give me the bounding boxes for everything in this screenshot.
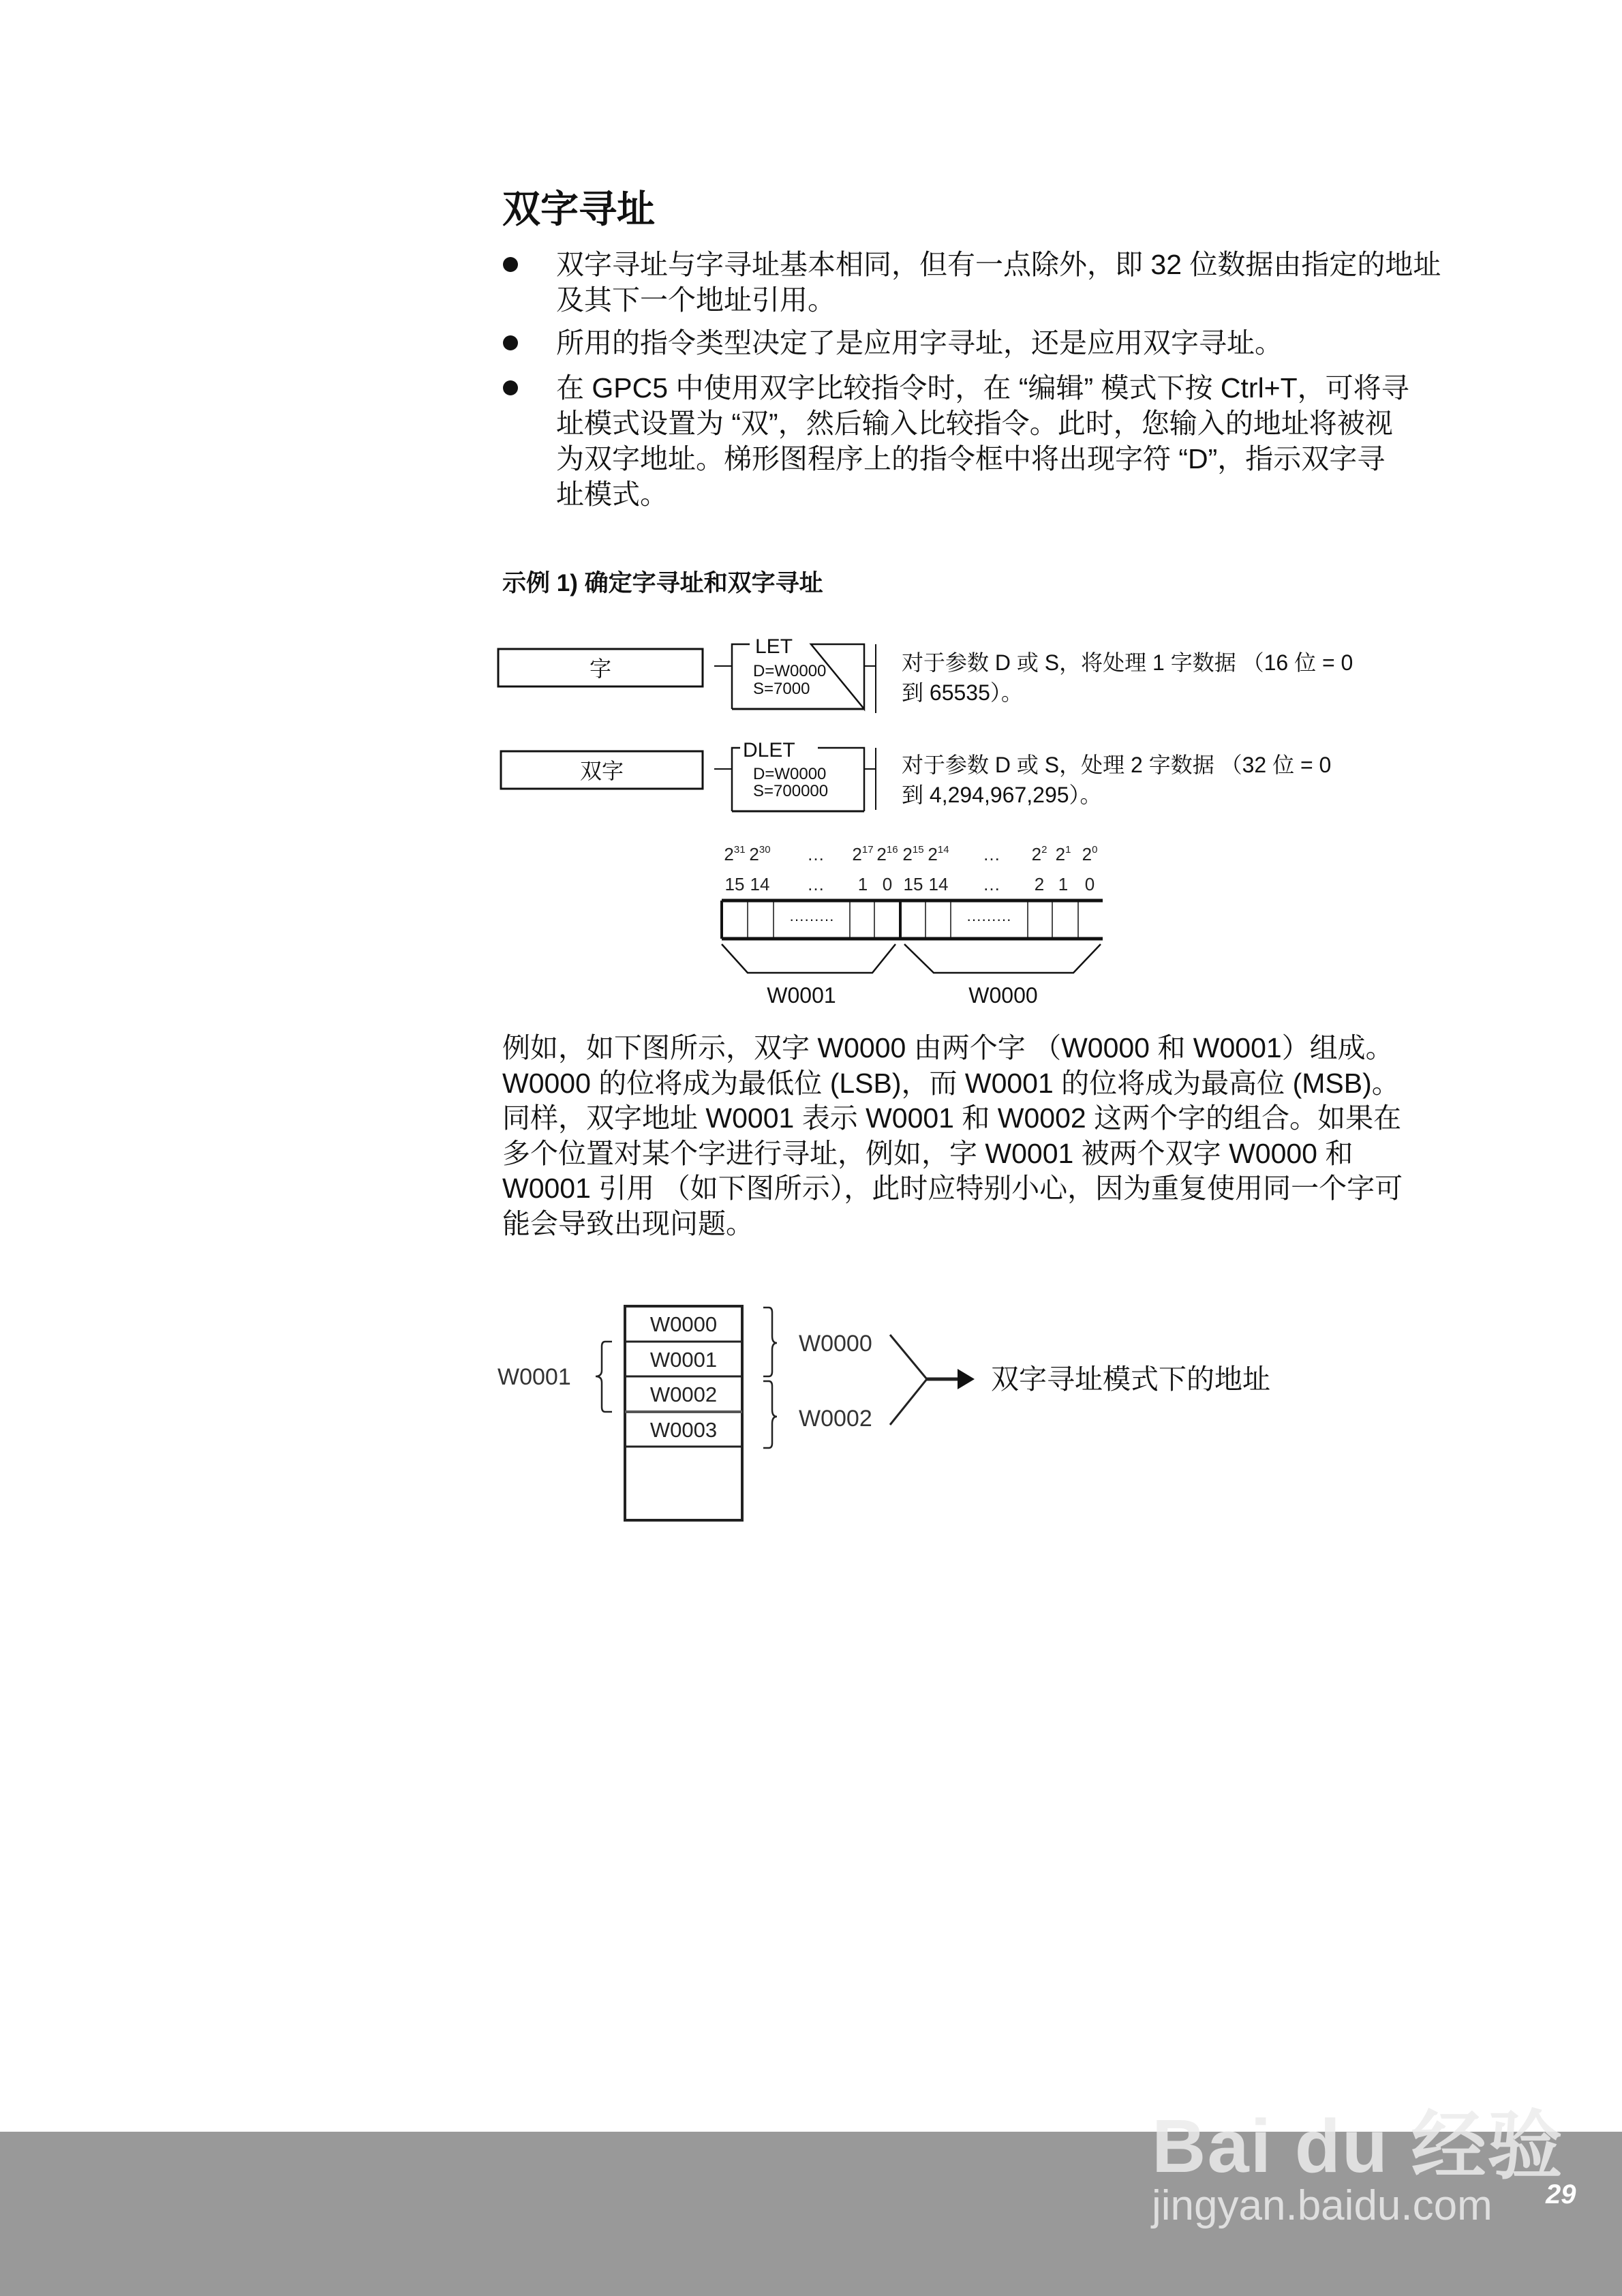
text-line: 对于参数 D 或 S，处理 2 字数据 （32 位 = 0 <box>902 753 1332 777</box>
power-label: … <box>807 844 825 864</box>
text-line: 址模式。 <box>556 479 668 510</box>
power-label: $2^{14}$ <box>928 844 949 864</box>
memory-cell: W0003 <box>649 1418 718 1442</box>
baidu-watermark-url: jingyan.baidu.com <box>1152 2182 1493 2229</box>
high-word-bracket <box>722 944 896 973</box>
memory-cell: W0000 <box>649 1312 718 1336</box>
power-label: $2^{30}$ <box>749 844 771 864</box>
power-label: $2^0$ <box>1082 844 1098 864</box>
let-d-param: D=W0000 <box>753 662 827 680</box>
bit-number: 15 <box>903 874 923 894</box>
text-line: 同样，双字地址 W0001 表示 W0001 和 W0002 这两个字的组合。如果在 <box>502 1102 1402 1134</box>
power-label: $2^{15}$ <box>902 844 924 864</box>
left-brace <box>596 1342 612 1412</box>
high-word-label: W0001 <box>767 983 836 1008</box>
let-s-param: S=7000 <box>753 680 810 698</box>
dlet-instruction-name: DLET <box>743 739 795 761</box>
power-label: $2^2$ <box>1031 844 1047 864</box>
bit-number: 15 <box>724 874 745 894</box>
text-line: 能会导致出现问题。 <box>502 1207 754 1239</box>
dword-label: 双字 <box>579 759 624 783</box>
dlet-s-param: S=700000 <box>753 782 829 800</box>
bit-number: … <box>807 874 825 894</box>
bit-layout-diagram <box>722 844 1103 1008</box>
dlet-d-param: D=W0000 <box>753 765 827 783</box>
word-label: 字 <box>589 656 612 681</box>
explanation-paragraph <box>502 1031 1403 1241</box>
text-line: 在 GPC5 中使用双字比较指令时，在 “编辑” 模式下按 Ctrl+T，可将寻 <box>556 372 1409 404</box>
text-line: 多个位置对某个字进行寻址，例如，字 W0001 被两个双字 W0000 和 <box>502 1137 1353 1169</box>
bit-numbers <box>725 874 1095 894</box>
text-line: 址模式设置为 “双”，然后输入比较指令。此时，您输入的地址将被视 <box>556 408 1393 439</box>
merge-lines <box>890 1335 927 1425</box>
bit-number: 1 <box>857 874 868 894</box>
text-line: 双字寻址与字寻址基本相同，但有一点除外，即 32 位数据由指定的地址 <box>556 249 1441 280</box>
page-title: 双字寻址 <box>502 187 655 230</box>
power-label: $2^{31}$ <box>724 844 746 864</box>
example-heading: 示例 1) 确定字寻址和双字寻址 <box>502 570 823 596</box>
text-line: 所用的指令类型决定了是应用字寻址，还是应用双字寻址。 <box>556 327 1283 359</box>
result-label: 双字寻址模式下的地址 <box>991 1363 1270 1395</box>
dword-label-bottom: W0002 <box>799 1406 872 1432</box>
memory-cell: W0002 <box>649 1383 718 1406</box>
low-word-bracket <box>904 944 1101 973</box>
word-example <box>498 635 876 713</box>
power-label: $2^1$ <box>1055 844 1071 864</box>
baidu-watermark-logo: Bai du 经验 <box>1152 2104 1564 2188</box>
dword-example <box>501 739 876 811</box>
text-line: W0000 的位将成为最低位 (LSB)，而 W0001 的位将成为最高位 (MSB)。 <box>502 1067 1400 1099</box>
bit-number: … <box>983 874 1000 894</box>
cell-ellipsis: ········· <box>966 911 1011 928</box>
low-word-label: W0000 <box>968 983 1038 1008</box>
power-labels <box>724 844 1097 864</box>
left-word-label: W0001 <box>498 1364 571 1390</box>
memory-diagram <box>498 1306 1270 1520</box>
cell-ellipsis: ········· <box>789 911 834 928</box>
power-label: $2^{17}$ <box>852 844 874 864</box>
text-line: 为双字地址。梯形图程序上的指令框中将出现字符 “D”，指示双字寻 <box>556 443 1386 474</box>
text-line: 到 65535）。 <box>902 680 1023 705</box>
right-brace-top <box>763 1308 777 1376</box>
bit-number: 14 <box>928 874 949 894</box>
power-label: … <box>983 844 1000 864</box>
text-line: W0001 引用 （如下图所示），此时应特别小心，因为重复使用同一个字可 <box>502 1173 1403 1204</box>
memory-cell: W0001 <box>649 1348 718 1372</box>
bit-number: 1 <box>1058 874 1069 894</box>
bit-number: 0 <box>1084 874 1095 894</box>
text-line: 到 4,294,967,295）。 <box>902 783 1102 807</box>
text-line: 例如，如下图所示，双字 W0000 由两个字 （W0000 和 W0001）组成。 <box>502 1032 1394 1063</box>
text-line: 对于参数 D 或 S，将处理 1 字数据 （16 位 = 0 <box>902 650 1353 675</box>
bit-number: 0 <box>882 874 893 894</box>
bit-cells <box>722 901 1103 973</box>
bit-number: 2 <box>1034 874 1045 894</box>
right-brace-bottom <box>763 1381 777 1448</box>
let-instruction-name: LET <box>755 635 793 658</box>
bit-number: 14 <box>750 874 770 894</box>
dword-label-top: W0000 <box>799 1331 872 1357</box>
page-number: 29 <box>1546 2179 1576 2209</box>
power-label: $2^{16}$ <box>876 844 898 864</box>
text-line: 及其下一个地址引用。 <box>556 284 836 316</box>
arrow-right-icon <box>958 1369 975 1389</box>
